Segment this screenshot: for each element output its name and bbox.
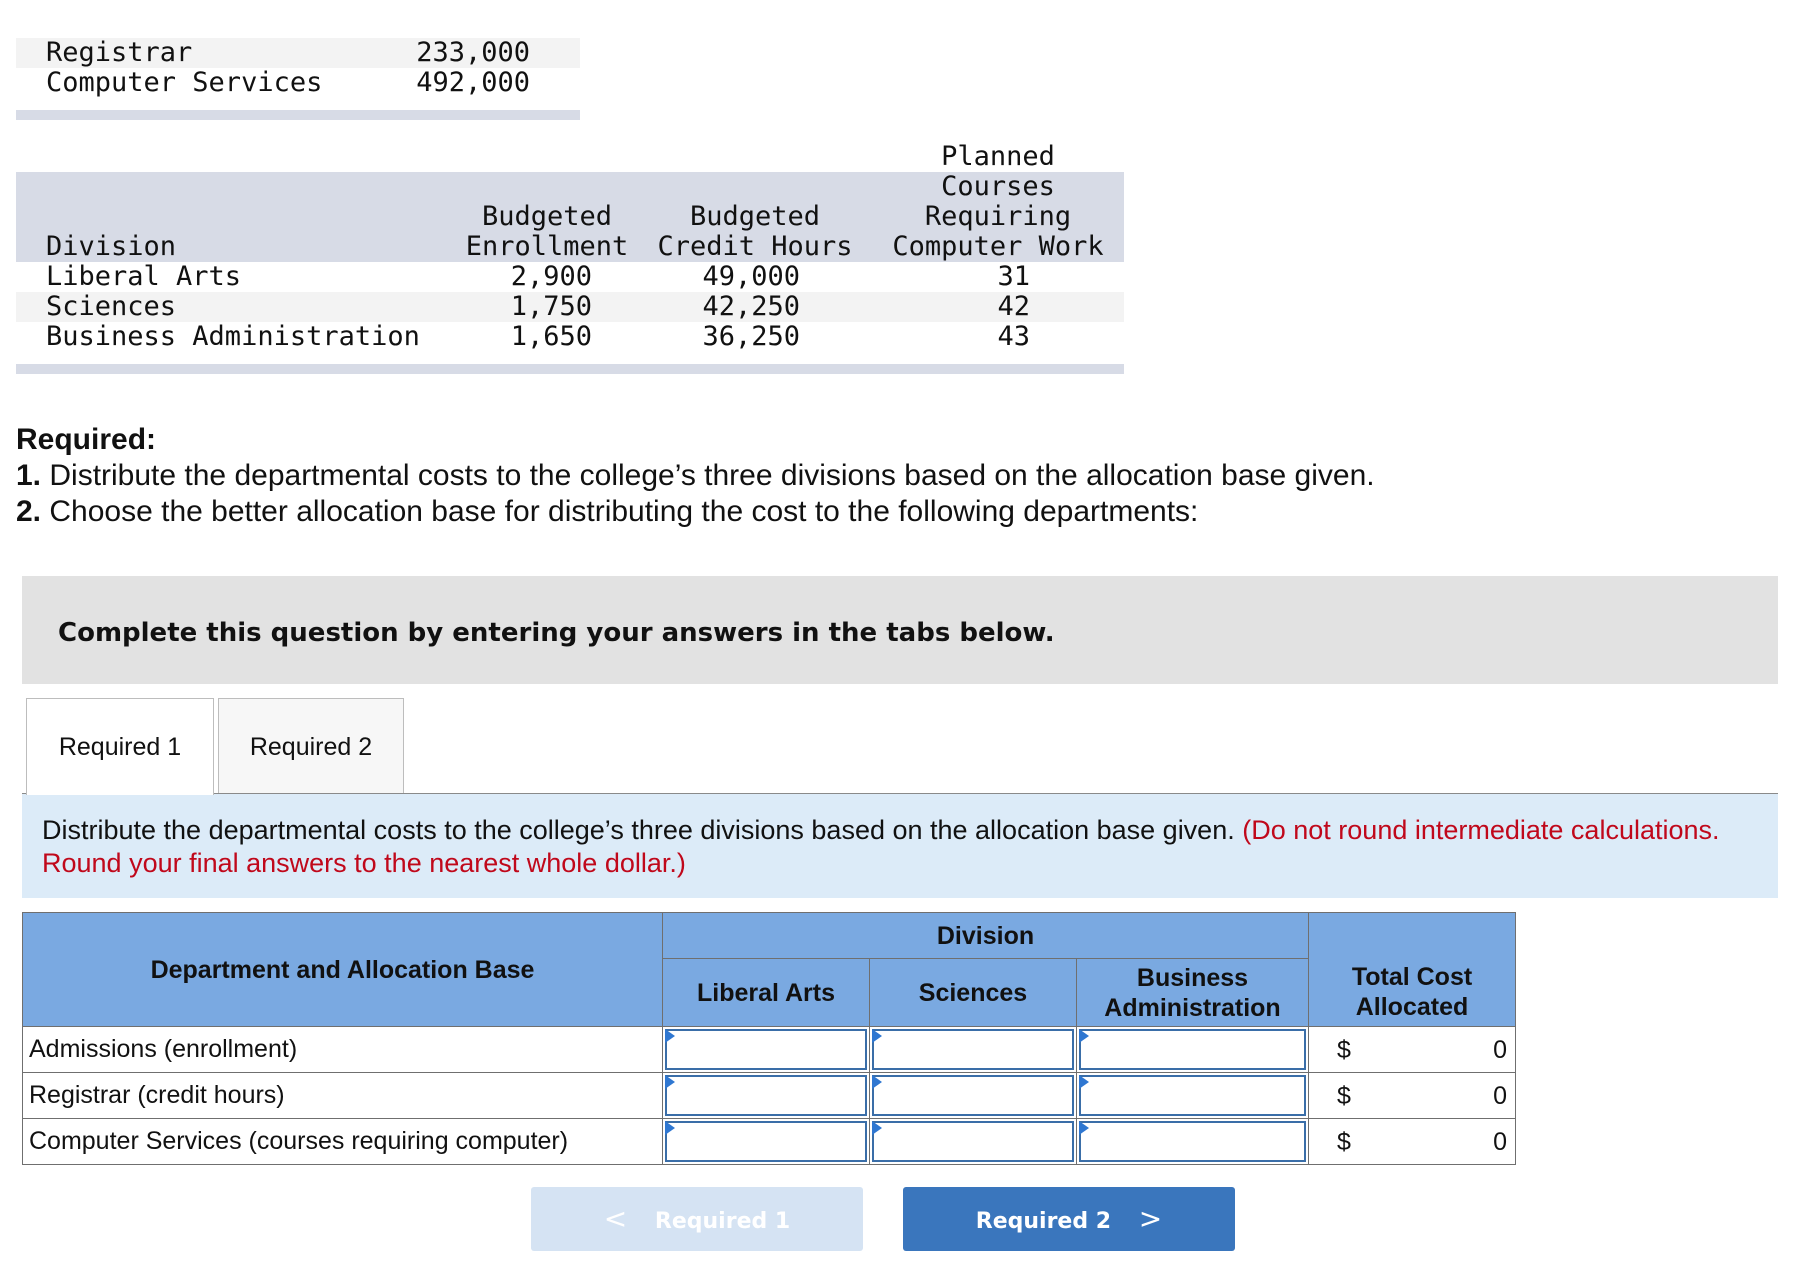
enrollment-value: 2,900 [510,261,592,292]
header-division-group [663,913,1309,959]
required-instructions [16,422,1756,530]
question-text: Distribute the departmental costs to the college’s three divisions based on the allocation base given. [42,815,1235,845]
department-name: Computer Services [46,67,323,98]
item-number: 2. [16,495,42,528]
item-text: Distribute the departmental costs to the college’s three divisions based on the allocation base given. [41,459,1375,492]
header-label-line2: Allocated [1355,993,1469,1022]
courses-value: 31 [997,261,1030,292]
row-label-computer-services: Computer Services (courses requiring computer) [23,1119,663,1165]
admissions-business-input[interactable] [1079,1029,1306,1070]
banner-text: Complete this question by entering your answers in the tabs below. [58,618,1055,648]
header-division [46,232,176,262]
computer-total-cell [1309,1119,1516,1165]
computer-liberal-arts-input[interactable] [665,1121,867,1162]
header-division-label: Division [46,231,177,262]
admissions-liberal-arts-input[interactable] [665,1029,867,1070]
total-value: 0 [1493,1082,1507,1110]
enrollment-value: 1,650 [510,321,592,352]
input-marker-icon [1079,1029,1089,1043]
header-label-line1: Business [1136,963,1249,992]
header-label: Division [936,921,1035,950]
tab-required-1[interactable]: Required 1 [26,698,214,795]
row-label-registrar: Registrar (credit hours) [23,1073,663,1119]
item-text: Choose the better allocation base for distributing the cost to the following departments: [41,495,1199,528]
input-marker-icon [872,1121,882,1135]
input-marker-icon [1079,1075,1089,1089]
enrollment-value: 1,750 [510,291,592,322]
header-credit-line2: Credit Hours [657,231,853,262]
row-label-admissions: Admissions (enrollment) [23,1027,663,1073]
cost-row-registrar [16,38,580,68]
header-label: Department and Allocation Base [150,955,535,984]
header-total-cost-allocated [1309,959,1516,1027]
header-enrollment-line2: Enrollment [465,231,629,262]
required-item-1 [16,458,1756,494]
department-cost-table [16,38,580,120]
answer-grid [22,912,1516,1165]
chevron-right-icon: > [1138,1202,1163,1235]
header-label: Liberal Arts [696,978,835,1007]
input-marker-icon [665,1029,675,1043]
header-label-line2: Administration [1104,993,1281,1022]
table-row [16,322,1124,352]
question-panel [22,794,1778,898]
input-marker-icon [872,1075,882,1089]
computer-business-cell[interactable] [1077,1119,1309,1165]
courses-value: 43 [997,321,1030,352]
computer-sciences-cell[interactable] [870,1119,1077,1165]
table-row [23,1073,1516,1119]
credit-hours-value: 36,250 [702,321,800,352]
computer-business-input[interactable] [1079,1121,1306,1162]
registrar-total-cell [1309,1073,1516,1119]
input-marker-icon [872,1029,882,1043]
item-number: 1. [16,459,42,492]
admissions-liberal-arts-cell[interactable] [663,1027,870,1073]
currency-symbol: $ [1337,1128,1351,1156]
table-divider [16,364,1124,374]
registrar-business-input[interactable] [1079,1075,1306,1116]
division-name: Sciences [46,291,177,322]
header-business-administration [1077,959,1309,1027]
table-row [16,292,1124,322]
previous-required-1-button[interactable] [531,1187,863,1251]
question-note: (Do not round intermediate calculations. Round your final answers to the nearest whole dollar.) [42,815,1720,878]
division-table-body [16,262,1124,352]
registrar-liberal-arts-cell[interactable] [663,1073,870,1119]
input-marker-icon [665,1121,675,1135]
department-name: Registrar [46,37,193,68]
admissions-business-cell[interactable] [1077,1027,1309,1073]
registrar-business-cell[interactable] [1077,1073,1309,1119]
grid-header-row-1 [23,913,1516,959]
header-enrollment-line1: Budgeted [481,201,613,232]
admissions-total-cell [1309,1027,1516,1073]
total-value: 0 [1493,1036,1507,1064]
registrar-liberal-arts-input[interactable] [665,1075,867,1116]
table-row [16,262,1124,292]
courses-value: 42 [997,291,1030,322]
division-data-table [16,141,1124,374]
header-label-line1: Total Cost [1351,963,1473,992]
division-name: Liberal Arts [46,261,242,292]
required-item-2 [16,494,1756,530]
total-value: 0 [1493,1128,1507,1156]
department-amount: 233,000 [416,37,530,68]
currency-symbol: $ [1337,1036,1351,1064]
chevron-left-icon: < [603,1202,628,1235]
input-marker-icon [1079,1121,1089,1135]
next-button-label: Required 2 [975,1209,1112,1234]
header-credit-line1: Budgeted [689,201,821,232]
table-row [23,1119,1516,1165]
registrar-sciences-cell[interactable] [870,1073,1077,1119]
required-heading: Required: [16,423,157,456]
tab-required-2[interactable]: Required 2 [218,698,404,794]
header-liberal-arts [663,959,870,1027]
header-courses [878,142,1118,262]
credit-hours-value: 42,250 [702,291,800,322]
header-courses-line1: Planned Courses [941,141,1055,202]
header-enrollment [462,202,632,262]
instruction-banner [22,576,1778,684]
next-required-2-button[interactable] [903,1187,1235,1251]
header-label: Sciences [918,978,1028,1007]
computer-sciences-input[interactable] [872,1121,1074,1162]
currency-symbol: $ [1337,1082,1351,1110]
admissions-sciences-cell[interactable] [870,1027,1077,1073]
computer-liberal-arts-cell[interactable] [663,1119,870,1165]
header-sciences [870,959,1077,1027]
admissions-sciences-input[interactable] [872,1029,1074,1070]
header-courses-line3: Computer Work [892,231,1104,262]
header-credit-hours [644,202,866,262]
credit-hours-value: 49,000 [702,261,800,292]
cost-row-computer-services [16,68,580,98]
division-name: Business Administration [46,321,420,352]
department-amount: 492,000 [416,67,530,98]
registrar-sciences-input[interactable] [872,1075,1074,1116]
header-total-spacer [1309,913,1516,959]
header-courses-line2: Requiring [924,201,1072,232]
table-row [23,1027,1516,1073]
prev-button-label: Required 1 [654,1209,791,1234]
input-marker-icon [665,1075,675,1089]
cost-rows [16,38,580,98]
header-department-allocation-base [23,913,663,1027]
table-divider [16,110,580,120]
division-table-header [16,141,1124,262]
